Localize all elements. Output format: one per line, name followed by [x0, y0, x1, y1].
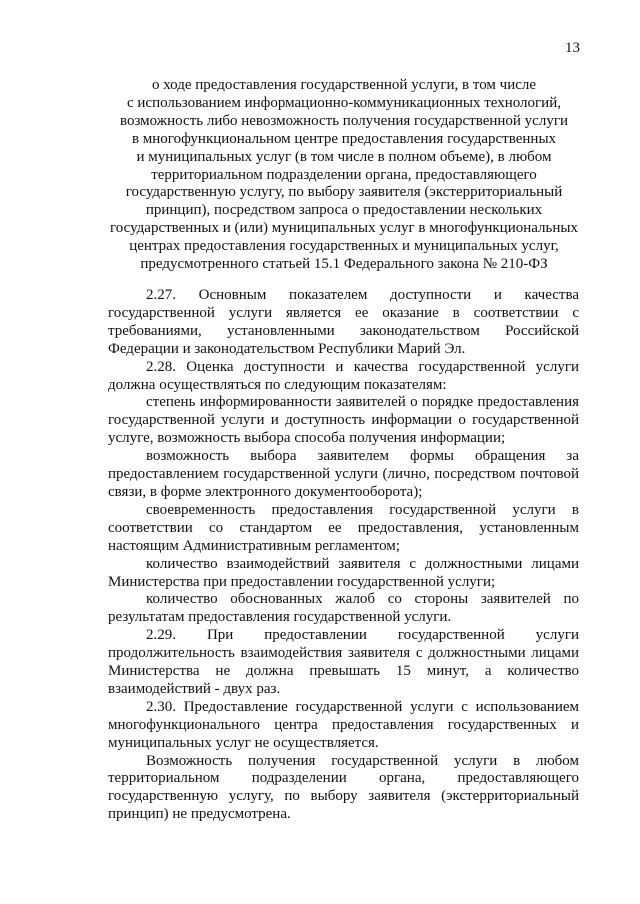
indicator-item: количество обоснованных жалоб со стороны заявителей по результатам предоставления государственной услуги. — [108, 591, 579, 626]
page-number: 13 — [565, 40, 580, 56]
heading-line: и муниципальных услуг (в том числе в полном объеме), в любом — [136, 148, 552, 165]
indicator-item: своевременность предоставления государственной услуги в соответствии со стандартом ее предоставления, установленным настоящим Административным регламентом; — [108, 501, 579, 554]
paragraph-2-29: 2.29. При предоставлении государственной услуги продолжительность взаимодействия заявителя с должностными лицами Министерства не должна превышать 15 минут, а количество взаимодействий - двух раз. — [108, 627, 579, 697]
heading-line: центрах предоставления государственных и муниципальных услуг, — [129, 238, 559, 255]
paragraph-2-27: 2.27. Основным показателем доступности и качества государственной услуги является ее оказание в соответствии с требованиями, установленными законодательством Российской Федерации и законодательством Республики Марий Эл. — [108, 287, 579, 357]
heading-line: предусмотренного статьей 15.1 Федерального закона № 210-ФЗ — [140, 256, 548, 273]
heading-line: возможность либо невозможность получения государственной услуги — [119, 112, 569, 129]
heading-line: государственную услугу, по выбору заявителя (экстерриториальный — [125, 184, 563, 201]
indicator-item: количество взаимодействий заявителя с должностными лицами Министерства при предоставлении государственной услуги; — [108, 555, 579, 590]
heading-line: территориальном подразделении органа, предоставляющего — [151, 166, 537, 183]
heading-line: с использованием информационно-коммуникационных технологий, — [126, 94, 561, 111]
paragraph-2-28: 2.28. Оценка доступности и качества государственной услуги должна осуществляться по следующим показателям: — [108, 358, 579, 393]
heading-line: принцип), посредством запроса о предоставлении нескольких — [145, 202, 543, 219]
heading-line: в многофункциональном центре предоставления государственных — [131, 130, 557, 147]
heading-line: государственных и (или) муниципальных услуг в многофункциональных — [109, 220, 578, 237]
section-heading — [100, 77, 588, 274]
indicator-item: возможность выбора заявителем формы обращения за предоставлением государственной услуги (лично, посредством почтовой связи, в форме электронного документооборота); — [108, 448, 579, 500]
indicator-item: степень информированности заявителей о порядке предоставления государственной услуги и доступность информации о государственной услуге, возможность выбора способа получения информации; — [108, 394, 579, 447]
paragraph-2-30: 2.30. Предоставление государственной услуги с использованием многофункционального центра предоставления государственных и муниципальных услуг не осуществляется. — [108, 698, 579, 751]
heading-line: о ходе предоставления государственной услуги, в том числе — [151, 77, 537, 93]
paragraph-extraterritorial: Возможность получения государственной услуги в любом территориальном подразделении органа, предоставляющего государственную услугу, по выбору заявителя (экстерриториальный принцип) не предусмотрена. — [108, 752, 579, 823]
body-text — [108, 287, 579, 824]
